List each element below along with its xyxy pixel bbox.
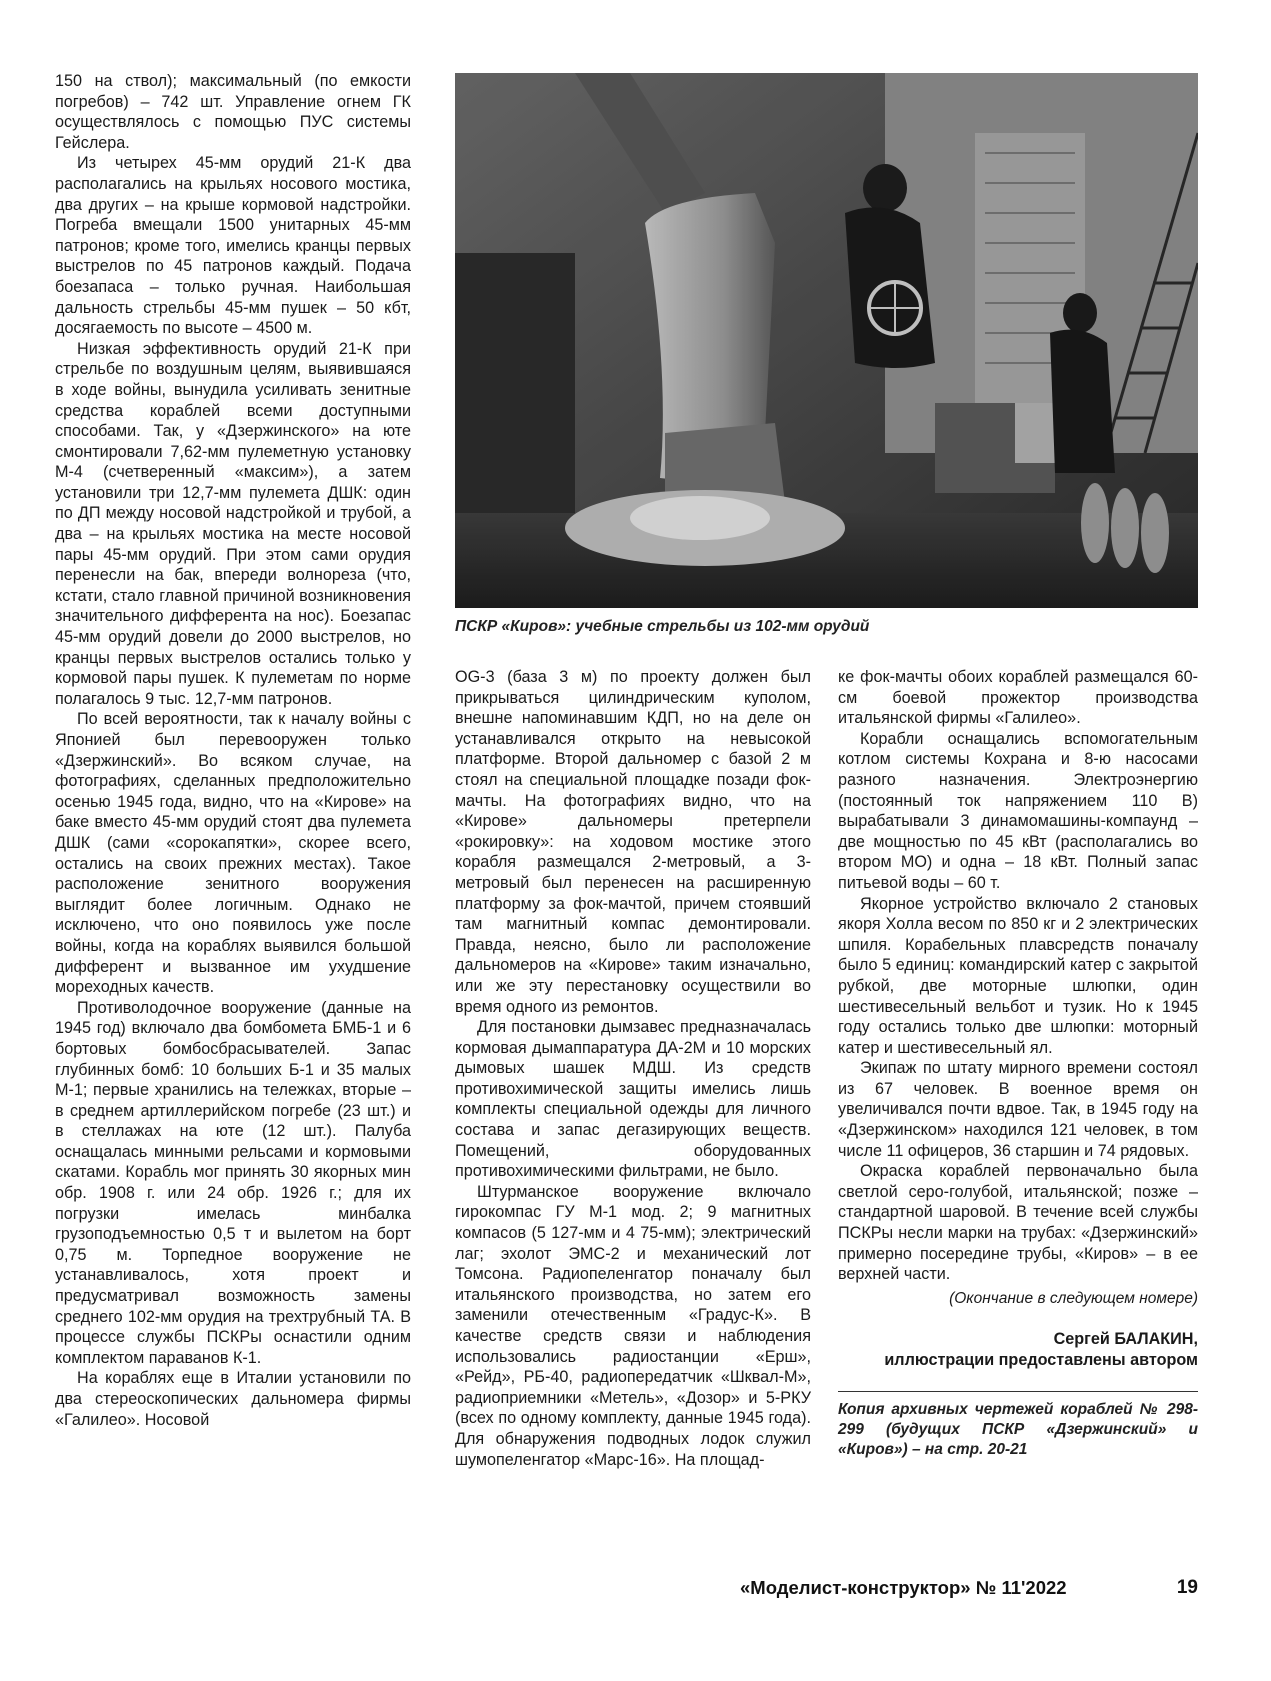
paragraph: 150 на ствол); максимальный (по емкости погребов) – 742 шт. Управление огнем ГК осуществлялось с помощью ПУС системы Гейслера.: [55, 72, 411, 152]
text-column-1: [55, 71, 411, 1430]
drawings-reference: Копия архивных чертежей кораблей № 298-299 (будущих ПСКР «Дзержинский» и «Киров») – на стр. 20-21: [838, 1391, 1198, 1460]
ship-gun-photo: [455, 73, 1198, 608]
paragraph: Противолодочное вооружение (данные на 1945 год) включало два бомбомета БМБ-1 и 6 бортовых бомбосбрасывателей. Запас глубинных бомб: 10 больших Б-1 и 35 малых М-1; первые хранились на тележках, вторые – в среднем артиллерийском погребе (23 шт.) и в стеллажах на юте (12 шт.). Палуба оснащалась минными рельсами и кормовыми скатами. Корабль мог принять 30 якорных мин обр. 1908 г. или 24 обр. 1926 г.; для их погрузки имелась минбалка грузоподъемностью 0,5 т и вылетом на борт 0,75 м. Торпедное вооружение не устанавливалось, хотя проект и предусматривал возможность замены среднего 102-мм орудия на трехтрубный ТА. В процессе службы ПСКРы оснастили одним комплектом параванов К-1.: [55, 998, 411, 1367]
paragraph: Для постановки дымзавес предназначалась кормовая дымаппаратура ДА-2М и 10 морских дымовых шашек МДШ. Из средств противохимической защиты имелись лишь комплекты специальной одежды для личного состава и запас дегазирующих веществ. Помещений, оборудованных противохимическими фильтрами, не было.: [455, 1018, 811, 1181]
paragraph: Корабли оснащались вспомогательным котлом системы Кохрана и 8-ю насосами разного назначения. Электроэнергию (постоянный ток напряжением 110 В) вырабатывали 3 динамомашины-компаунд – две мощностью по 45 кВт (располагались во втором МО) и одна – 18 кВт. Полный запас питьевой воды – 60 т.: [838, 729, 1198, 892]
paragraph: На кораблях еще в Италии установили по два стереоскопических дальномера фирмы «Галилео». Носовой: [55, 1369, 411, 1429]
paragraph: По всей вероятности, так к началу войны с Японией был перевооружен только «Дзержинский». Во всяком случае, на фотографиях, сделанных предположительно осенью 1945 года, видно, что на «Кирове» на баке вместо 45-мм орудий стоят два пулемета ДШК (сами «сорокапятки», скорее всего, остались на своих прежних местах). Такое расположение зенитного вооружения выглядит более логичным. Однако не исключено, что оно появилось уже после войны, когда на кораблях выявился большой дифферент и вызванное им ухудшение мореходных качеств.: [55, 710, 411, 997]
magazine-title: «Моделист-конструктор» № 11'2022: [740, 1577, 1067, 1598]
paragraph: Из четырех 45-мм орудий 21-К два располагались на крыльях носового мостика, два других – на крыше кормовой надстройки. Погреба вмещали 1500 унитарных 45-мм патронов; кроме того, имелись кранцы первых выстрелов по 45 патронов каждый. Подача боезапаса – только ручная. Наибольшая дальность стрельбы 45-мм пушек – 50 кбт, досягаемость по высоте – 4500 м.: [55, 154, 411, 338]
photo-caption: ПСКР «Киров»: учебные стрельбы из 102-мм орудий: [455, 618, 870, 635]
photo-illustration: [455, 73, 1198, 608]
page-number: 19: [1176, 1577, 1198, 1598]
paragraph: ке фок-мачты обоих кораблей размещался 60-см боевой прожектор производства итальянской фирмы «Галилео».: [838, 668, 1198, 728]
text-column-3: [838, 667, 1198, 1460]
paragraph: Экипаж по штату мирного времени состоял из 67 человек. В военное время он увеличивался почти вдвое. Так, в 1945 году на «Дзержинском» находился 121 человек, в том числе 11 офицеров, 36 старшин и 74 рядовых.: [838, 1059, 1198, 1160]
continuation-note: (Окончание в следующем номере): [949, 1289, 1198, 1307]
illustrations-credit: иллюстрации предоставлены автором: [884, 1351, 1198, 1369]
paragraph: Окраска кораблей первоначально была светлой серо-голубой, итальянской; позже – стандартной шаровой. В течение всей службы ПСКРы несли марки на трубах: «Дзержинский» примерно посередине трубы, «Киров» – в ее верхней части.: [838, 1162, 1198, 1284]
author-name: Сергей БАЛАКИН,: [1053, 1330, 1198, 1349]
paragraph: OG-3 (база 3 м) по проекту должен был прикрываться цилиндрическим куполом, внешне напоминавшим КДП, но на деле он устанавливался открыто на невысокой платформе. Второй дальномер с базой 2 м стоял на специальной площадке позади фок-мачты. На фотографиях видно, что на «Кирове» дальномеры претерпели «рокировку»: на ходовом мостике этого корабля размещался 2-метровый, а 3-метровый был перенесен на расширенную платформу за фок-мачтой, причем стоявший там магнитный компас демонтировали. Правда, неясно, было ли расположение дальномеров на «Кирове» таким изначально, или же эту перестановку осуществили во время одного из ремонтов.: [455, 668, 811, 1016]
paragraph: Штурманское вооружение включало гирокомпас ГУ М-1 мод. 2; 9 магнитных компасов (5 127-мм и 4 75-мм); электрический лаг; эхолот ЭМС-2 и механический лот Томсона. Радиопеленгатор поначалу был итальянского производства, но затем его заменили отечественным «Градус-К». В качестве средств связи и наблюдения использовались радиостанции «Ерш», «Рейд», РБ-40, радиопередатчик «Шквал-М», радиоприемники «Метель», «Дозор» и 5-РКУ (всех по одному комплекту, данные 1945 года). Для обнаружения подводных лодок служил шумопеленгатор «Марс-16». На площад-: [455, 1182, 811, 1469]
author-block: [838, 1329, 1198, 1370]
paragraph: Якорное устройство включало 2 становых якоря Холла весом по 850 кг и 2 электрических шпиля. Корабельных плавсредств поначалу было 5 единиц: командирский катер с закрытой рубкой, две моторные шлюпки, один шестивесельный вельбот и тузик. Но к 1945 году остались только две шлюпки: моторный катер и шестивесельный ял.: [838, 894, 1198, 1057]
text-column-2: [455, 667, 811, 1470]
paragraph: Низкая эффективность орудий 21-К при стрельбе по воздушным целям, выявившаяся в ходе войны, вынудила усиливать зенитные средства кораблей всеми доступными способами. Так, у «Дзержинского» на юте смонтировали 7,62-мм пулеметную установку М-4 (счетверенный «максим»), а затем установили три 12,7-мм пулемета ДШК: один по ДП между носовой надстройкой и трубой, а два – на крыльях мостика на месте носовой пары 45-мм орудий. При этом сами орудия перенесли на бак, впереди волнореза (что, кстати, стало главной причиной возникновения значительного дифферента на нос). Боезапас 45-мм орудий довели до 2000 выстрелов, но кранцы первых выстрелов остались только у кормовой пары пушек. К пулеметам по норме полагалось 9 тыс. 12,7-мм патронов.: [55, 339, 411, 708]
